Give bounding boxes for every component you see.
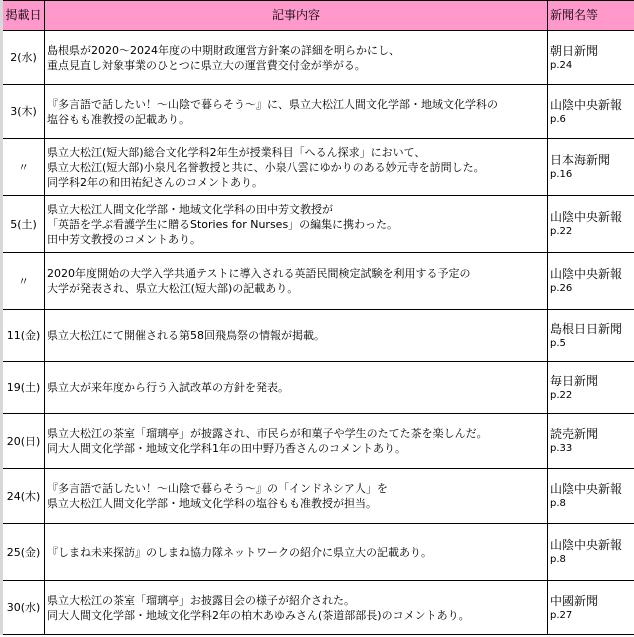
table-row <box>2 414 634 469</box>
newspaper-name: 日本海新聞 <box>550 153 611 167</box>
newspaper-name: 読売新聞 <box>550 427 599 441</box>
newspaper-cell <box>548 85 634 139</box>
newspaper-name: 毎日新聞 <box>550 373 599 388</box>
content-cell <box>45 524 548 581</box>
page-number: p.8 <box>550 498 566 509</box>
table-row <box>2 139 634 196</box>
date-cell: 25(金) <box>2 524 45 581</box>
content-line: 2020年度開始の大学入学共通テストに導入される英語民間検定試験を利用する予定の <box>47 267 471 280</box>
header-row <box>2 1 634 31</box>
content-line: 同大人間文化学部・地域文化学科2年の柏木あゆみさん(茶道部部長)のコメントあり。 <box>47 608 470 622</box>
newspaper-name: 山陰中央新報 <box>550 210 623 224</box>
table-row <box>2 310 634 362</box>
page-number: p.24 <box>550 59 573 71</box>
page-number: p.5 <box>550 337 566 349</box>
table-row <box>2 581 634 635</box>
content-line: 田中芳文教授のコメントあり。 <box>47 232 201 246</box>
date-cell: 〃 <box>2 139 45 196</box>
header-newspaper: 新聞名等 <box>548 1 634 31</box>
content-cell <box>45 31 548 85</box>
newspaper-name: 山陰中央新報 <box>550 97 623 112</box>
date-cell: 11(金) <box>2 310 45 362</box>
newspaper-cell <box>548 253 634 310</box>
page-number: p.33 <box>550 443 573 454</box>
header-date: 掲載日 <box>2 1 45 31</box>
content-cell <box>45 85 548 139</box>
date-cell: 20(日) <box>2 414 45 469</box>
newspaper-name: 中國新聞 <box>550 593 599 608</box>
content-line: 県立大松江人間文化学部・地域文化学科の田中芳文教授が <box>47 202 333 216</box>
date-cell: 3(木) <box>2 85 45 139</box>
newspaper-cell <box>548 362 634 414</box>
newspaper-cell <box>548 196 634 253</box>
content-line: 県立大が来年度から行う入試改革の方針を発表。 <box>47 381 289 394</box>
content-line: 『しまね未来探訪』のしまね協力隊ネットワークの紹介に県立大の記載あり。 <box>47 545 432 559</box>
page-number: p.8 <box>550 554 566 565</box>
table-row <box>2 31 634 85</box>
page-number: p.22 <box>550 226 573 237</box>
newspaper-cell <box>548 31 634 85</box>
table-row <box>2 85 634 139</box>
content-line: 同大人間文化学部・地域文化学科1年の田中野乃香さんのコメントあり。 <box>47 442 406 455</box>
table-row <box>2 469 634 524</box>
date-cell: 24(木) <box>2 469 45 524</box>
content-line: 県立大松江の茶室「瑠璃亭」が披露され、市民らが和菓子や学生のたてた茶を楽しんだ。 <box>47 427 488 440</box>
content-line: 県立大松江にて開催される第58回飛鳥祭の情報が掲載。 <box>47 329 325 342</box>
page-number: p.22 <box>550 389 573 401</box>
page-number: p.26 <box>550 283 573 294</box>
content-line: 島根県が2020～2024年度の中期財政運営方針案の詳細を明らかにし、 <box>47 43 400 57</box>
page-number: p.16 <box>550 169 573 180</box>
newspaper-name: 朝日新聞 <box>550 43 599 58</box>
newspaper-cell <box>548 469 634 524</box>
content-cell <box>45 469 548 524</box>
newspaper-cell <box>548 414 634 469</box>
content-cell <box>45 362 548 414</box>
content-cell <box>45 581 548 635</box>
newspaper-cell <box>548 581 634 635</box>
content-cell <box>45 310 548 362</box>
content-line: 県立大松江の茶室「瑠璃亭」お披露目会の様子が紹介された。 <box>47 593 355 607</box>
header-content: 記事内容 <box>45 1 548 31</box>
content-line: 『多言語で話したい！～山陰で暮らそう～』の「インドネシア人」を <box>47 482 388 495</box>
content-cell <box>45 196 548 253</box>
newspaper-name: 山陰中央新報 <box>550 538 623 552</box>
newspaper-cell <box>548 139 634 196</box>
content-line: 県立大松江(短大部)小泉凡名誉教授と共に、小泉八雲にゆかりのある妙元寺を訪問した。 <box>47 160 485 174</box>
page-number: p.6 <box>550 113 566 125</box>
newspaper-name: 山陰中央新報 <box>550 482 623 496</box>
date-cell: 2(水) <box>2 31 45 85</box>
table-row <box>2 362 634 414</box>
content-line: 「英語を学ぶ看護学生に贈るStories for Nurses」の編集に携わった。 <box>47 217 399 231</box>
content-line: 大学が発表され、県立大松江(短大部)の記載あり。 <box>47 282 299 295</box>
table-row <box>2 253 634 310</box>
newspaper-cell <box>548 310 634 362</box>
content-line: 県立大松江人間文化学部・地域文化学科の塩谷もも准教授が担当。 <box>47 497 377 510</box>
content-line: 同学科2年の和田祐紀さんのコメントあり。 <box>47 175 263 189</box>
table-row <box>2 196 634 253</box>
content-line: 『多言語で話したい！～山陰で暮らそう～』に、県立大松江人間文化学部・地域文化学科の <box>47 97 498 111</box>
newspaper-cell <box>548 524 634 581</box>
date-cell: 5(土) <box>2 196 45 253</box>
date-cell: 19(土) <box>2 362 45 414</box>
content-line: 重点見直し対象事業のひとつに県立大の運営費交付金が挙がる。 <box>47 58 366 72</box>
newspaper-name: 山陰中央新報 <box>550 267 623 281</box>
content-line: 県立大松江(短大部)総合文化学科2年生が授業科目「へるん探求」において、 <box>47 145 426 159</box>
content-cell <box>45 414 548 469</box>
newspaper-name: 島根日日新聞 <box>550 321 623 336</box>
date-cell: 30(水) <box>2 581 45 635</box>
page-number: p.27 <box>550 609 573 621</box>
content-cell <box>45 253 548 310</box>
table-row <box>2 524 634 581</box>
content-line: 塩谷もも准教授の記載あり。 <box>47 112 190 126</box>
date-cell: 〃 <box>2 253 45 310</box>
content-cell <box>45 139 548 196</box>
